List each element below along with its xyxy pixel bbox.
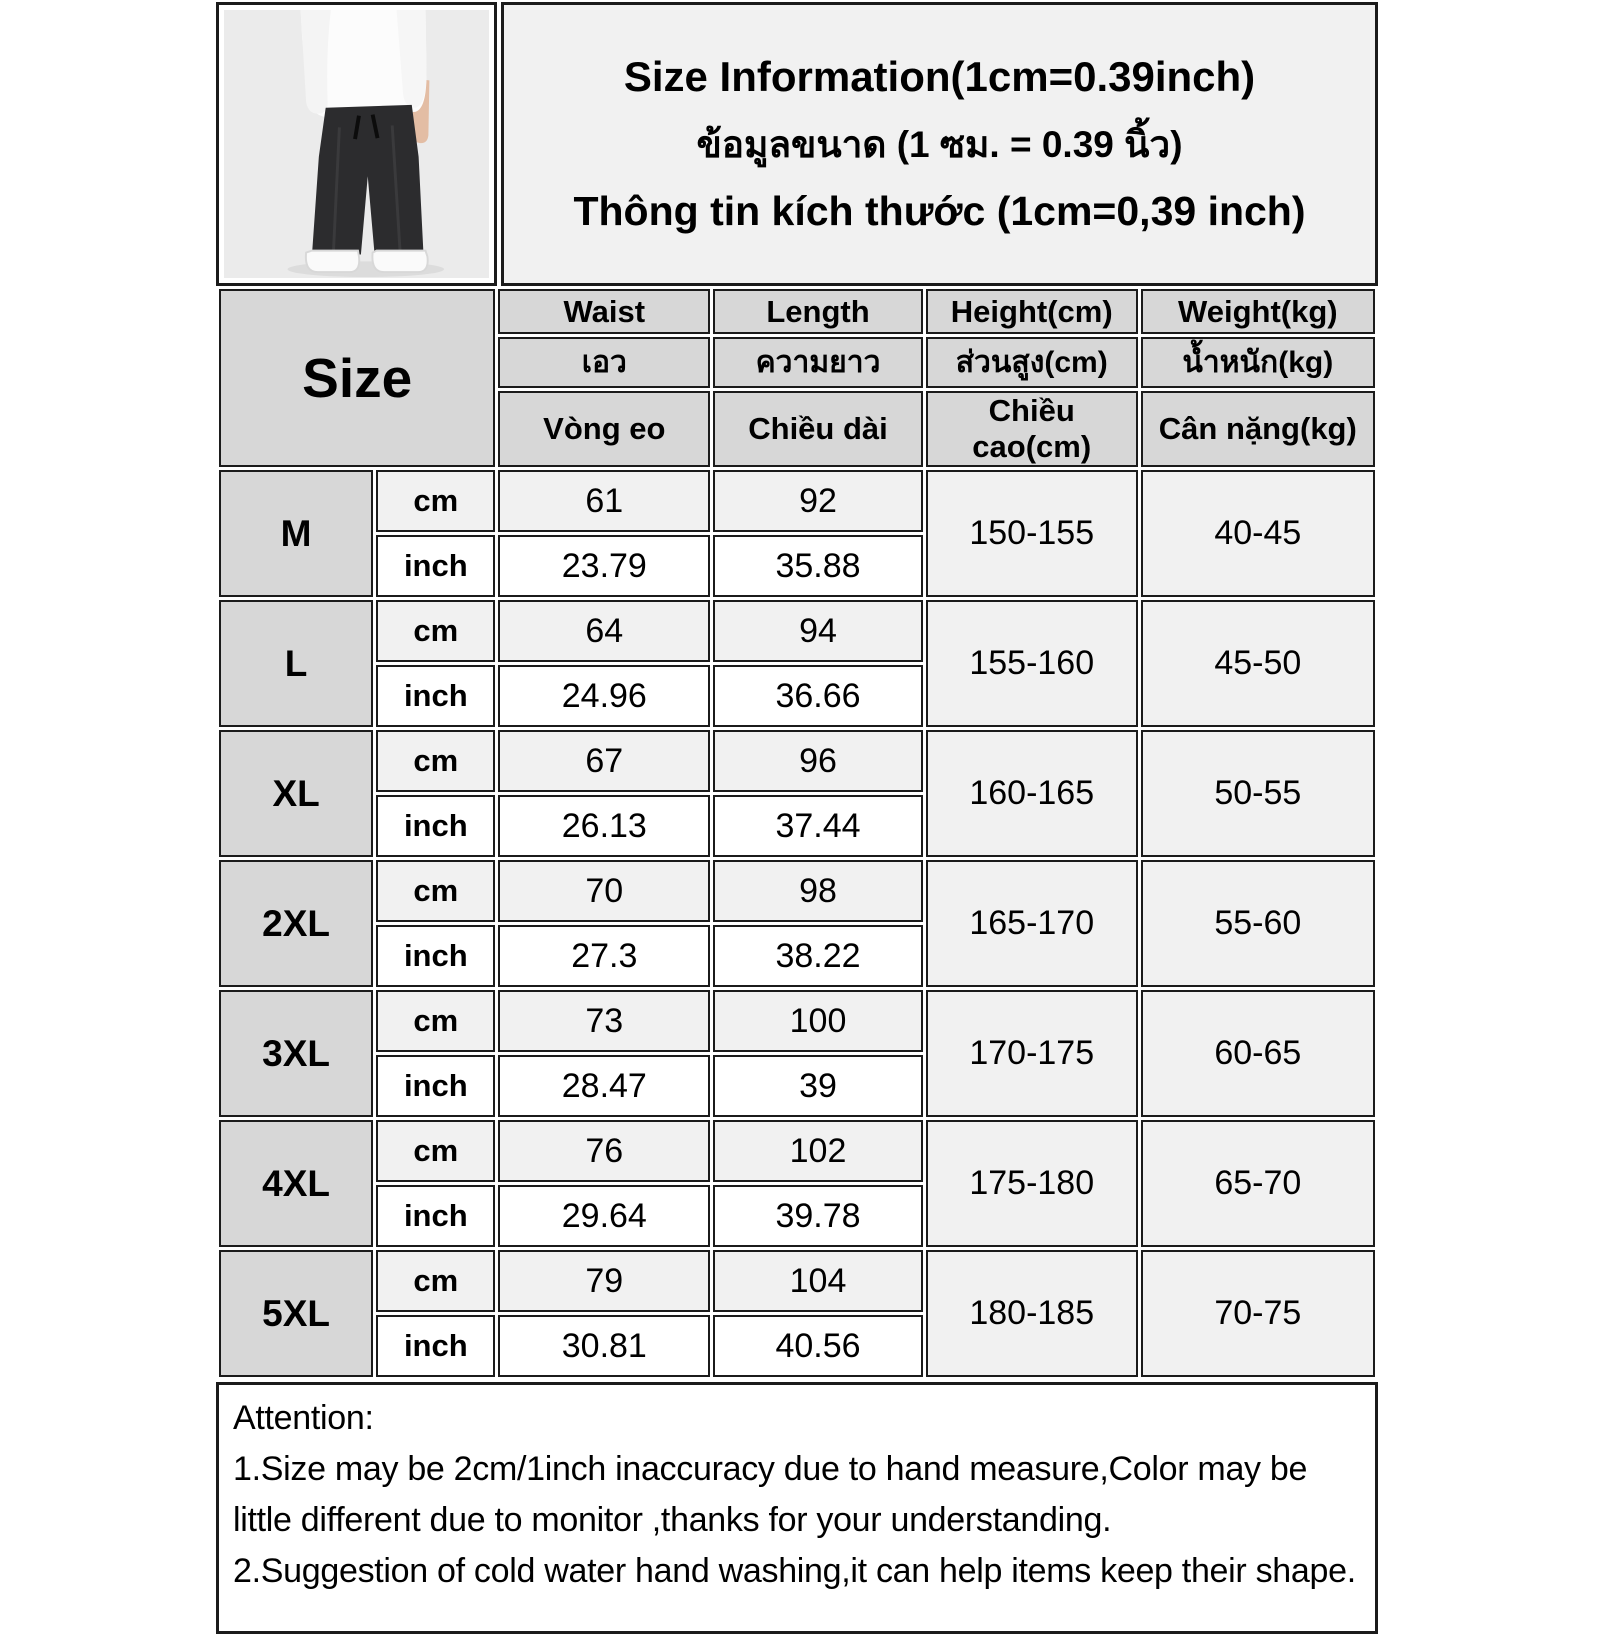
length-inch-4xl: 39.78 — [713, 1185, 923, 1247]
unit-cm: cm — [376, 860, 495, 922]
length-cm-m: 92 — [713, 470, 923, 532]
waist-inch-m: 23.79 — [498, 535, 710, 597]
size-label-xl: XL — [219, 730, 373, 857]
weight-range-3xl: 60-65 — [1141, 990, 1375, 1117]
unit-cm: cm — [376, 1120, 495, 1182]
product-photo — [224, 10, 489, 278]
size-column-header: Size — [219, 289, 495, 467]
unit-inch: inch — [376, 1055, 495, 1117]
length-cm-xl: 96 — [713, 730, 923, 792]
table-row-xl-cm — [219, 730, 1375, 792]
unit-inch: inch — [376, 665, 495, 727]
size-label-m: M — [219, 470, 373, 597]
pants-model-illustration — [224, 10, 489, 278]
height-range-xl: 160-165 — [926, 730, 1138, 857]
col-header-weight-th: น้ำหนัก(kg) — [1141, 337, 1375, 388]
size-label-2xl: 2XL — [219, 860, 373, 987]
col-header-waist-vi: Vòng eo — [498, 391, 710, 467]
height-range-4xl: 175-180 — [926, 1120, 1138, 1247]
attention-title: Attention: — [233, 1399, 374, 1437]
waist-cm-l: 64 — [498, 600, 710, 662]
unit-cm: cm — [376, 730, 495, 792]
weight-range-xl: 50-55 — [1141, 730, 1375, 857]
waist-cm-2xl: 70 — [498, 860, 710, 922]
table-row-3xl-cm — [219, 990, 1375, 1052]
length-cm-3xl: 100 — [713, 990, 923, 1052]
length-cm-l: 94 — [713, 600, 923, 662]
length-cm-5xl: 104 — [713, 1250, 923, 1312]
col-header-height-vi: Chiều cao(cm) — [926, 391, 1138, 467]
size-info-title-box — [501, 2, 1378, 286]
col-header-length-th: ความยาว — [713, 337, 923, 388]
waist-inch-5xl: 30.81 — [498, 1315, 710, 1377]
size-table-header — [219, 289, 1375, 467]
weight-range-m: 40-45 — [1141, 470, 1375, 597]
waist-inch-2xl: 27.3 — [498, 925, 710, 987]
length-cm-4xl: 102 — [713, 1120, 923, 1182]
unit-cm: cm — [376, 990, 495, 1052]
col-header-length-vi: Chiều dài — [713, 391, 923, 467]
table-row-m-cm — [219, 470, 1375, 532]
title-thai: ข้อมูลขนาด (1 ซม. = 0.39 นิ้ว) — [696, 124, 1183, 165]
waist-inch-xl: 26.13 — [498, 795, 710, 857]
waist-cm-4xl: 76 — [498, 1120, 710, 1182]
top-band — [216, 2, 1378, 286]
weight-range-l: 45-50 — [1141, 600, 1375, 727]
table-row-l-cm — [219, 600, 1375, 662]
height-range-3xl: 170-175 — [926, 990, 1138, 1117]
length-inch-m: 35.88 — [713, 535, 923, 597]
unit-inch: inch — [376, 795, 495, 857]
size-label-4xl: 4XL — [219, 1120, 373, 1247]
waist-inch-4xl: 29.64 — [498, 1185, 710, 1247]
waist-cm-5xl: 79 — [498, 1250, 710, 1312]
col-header-height-en: Height(cm) — [926, 289, 1138, 334]
length-inch-xl: 37.44 — [713, 795, 923, 857]
size-chart-sheet — [216, 2, 1378, 1634]
unit-inch: inch — [376, 535, 495, 597]
length-cm-2xl: 98 — [713, 860, 923, 922]
col-header-height-th: ส่วนสูง(cm) — [926, 337, 1138, 388]
unit-inch: inch — [376, 1315, 495, 1377]
unit-inch: inch — [376, 1185, 495, 1247]
table-row-2xl-cm — [219, 860, 1375, 922]
size-table — [216, 286, 1378, 1380]
size-label-l: L — [219, 600, 373, 727]
attention-notes — [216, 1382, 1378, 1634]
col-header-waist-th: เอว — [498, 337, 710, 388]
weight-range-5xl: 70-75 — [1141, 1250, 1375, 1377]
attention-note-2: 2.Suggestion of cold water hand washing,it can help items keep their shape. — [233, 1552, 1356, 1590]
col-header-weight-en: Weight(kg) — [1141, 289, 1375, 334]
height-range-m: 150-155 — [926, 470, 1138, 597]
waist-cm-3xl: 73 — [498, 990, 710, 1052]
table-row-4xl-cm — [219, 1120, 1375, 1182]
unit-cm: cm — [376, 1250, 495, 1312]
attention-note-1: 1.Size may be 2cm/1inch inaccuracy due to hand measure,Color may be little different due to monitor ,thanks for your understanding. — [233, 1450, 1308, 1539]
size-label-5xl: 5XL — [219, 1250, 373, 1377]
col-header-weight-vi: Cân nặng(kg) — [1141, 391, 1375, 467]
table-row-5xl-cm — [219, 1250, 1375, 1312]
waist-cm-m: 61 — [498, 470, 710, 532]
height-range-2xl: 165-170 — [926, 860, 1138, 987]
product-photo-box — [216, 2, 497, 286]
height-range-5xl: 180-185 — [926, 1250, 1138, 1377]
waist-inch-3xl: 28.47 — [498, 1055, 710, 1117]
unit-cm: cm — [376, 470, 495, 532]
length-inch-l: 36.66 — [713, 665, 923, 727]
title-vietnamese: Thông tin kích thước (1cm=0,39 inch) — [573, 188, 1306, 234]
waist-inch-l: 24.96 — [498, 665, 710, 727]
waist-cm-xl: 67 — [498, 730, 710, 792]
length-inch-2xl: 38.22 — [713, 925, 923, 987]
col-header-length-en: Length — [713, 289, 923, 334]
size-table-body — [219, 470, 1375, 1377]
col-header-waist-en: Waist — [498, 289, 710, 334]
title-english: Size Information(1cm=0.39inch) — [623, 53, 1256, 100]
unit-inch: inch — [376, 925, 495, 987]
height-range-l: 155-160 — [926, 600, 1138, 727]
length-inch-3xl: 39 — [713, 1055, 923, 1117]
length-inch-5xl: 40.56 — [713, 1315, 923, 1377]
weight-range-2xl: 55-60 — [1141, 860, 1375, 987]
size-label-3xl: 3XL — [219, 990, 373, 1117]
weight-range-4xl: 65-70 — [1141, 1120, 1375, 1247]
unit-cm: cm — [376, 600, 495, 662]
